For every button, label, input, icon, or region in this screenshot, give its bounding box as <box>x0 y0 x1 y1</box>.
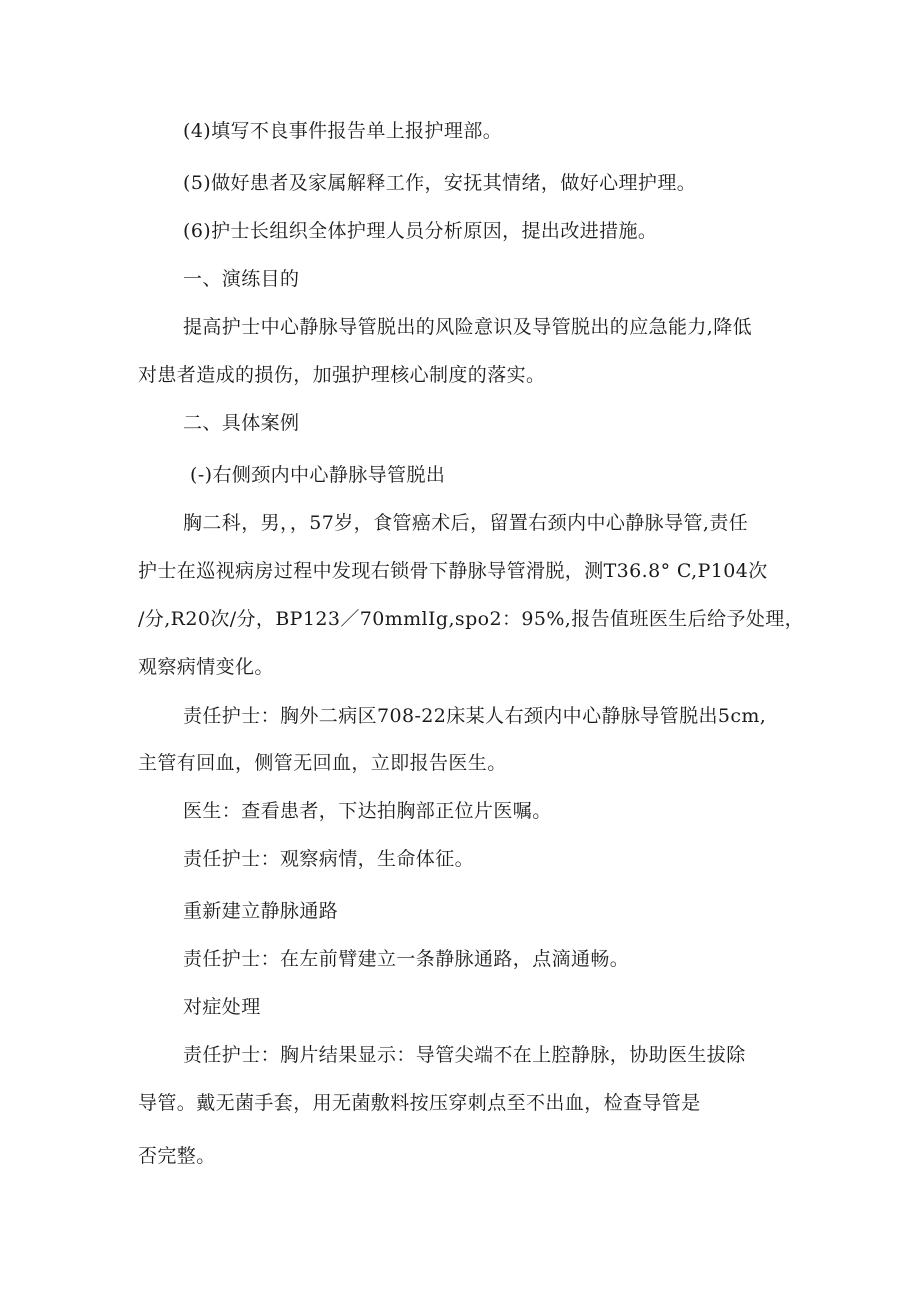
nurse-report-line-1: 责任护士：胸外二病区708-22床某人右颈内中心静脉导管脱出5cm, <box>183 705 767 727</box>
section-heading-case: 二、具体案例 <box>183 412 300 434</box>
step-6-text: (6)护士长组织全体护理人员分析原因，提出改进措施。 <box>183 220 658 242</box>
case-subheading: (-)右侧颈内中心静脉导管脱出 <box>190 464 446 486</box>
purpose-paragraph-line-1: 提高护士中心静脉导管脱出的风险意识及导管脱出的应急能力,降低 <box>183 316 753 338</box>
nurse-xray-line-1: 责任护士：胸片结果显示：导管尖端不在上腔静脉，协助医生拔除 <box>183 1044 746 1066</box>
step-heading-iv-access: 重新建立静脉通路 <box>183 900 339 922</box>
nurse-xray-line-2: 导管。戴无菌手套，用无菌敷料按压穿刺点至不出血，检查导管是 <box>138 1092 701 1114</box>
nurse-observe-text: 责任护士：观察病情，生命体征。 <box>183 848 475 870</box>
case-paragraph-line-3: /分,R20次/分，BP123／70mmlIg,spo2：95%,报告值班医生后给予处理， <box>138 608 805 630</box>
step-heading-treatment: 对症处理 <box>183 996 261 1018</box>
step-4-text: (4)填写不良事件报告单上报护理部。 <box>183 120 503 142</box>
nurse-xray-line-3: 否完整。 <box>138 1145 216 1167</box>
nurse-iv-text: 责任护士：在左前臂建立一条静脉通路，点滴通畅。 <box>183 948 630 970</box>
case-paragraph-line-2: 护士在巡视病房过程中发现右锁骨下静脉导管滑脱，测T36.8° C,P104次 <box>138 560 768 582</box>
step-5-text: (5)做好患者及家属解释工作，安抚其情绪，做好心理护理。 <box>183 172 697 194</box>
doctor-action-text: 医生：查看患者，下达拍胸部正位片医嘱。 <box>183 800 552 822</box>
section-heading-purpose: 一、演练目的 <box>183 268 300 290</box>
nurse-report-line-2: 主管有回血，侧管无回血，立即报告医生。 <box>138 752 507 774</box>
purpose-paragraph-line-2: 对患者造成的损伤，加强护理核心制度的落实。 <box>138 364 546 386</box>
case-paragraph-line-4: 观察病情变化。 <box>138 656 274 678</box>
case-paragraph-line-1: 胸二科，男，，57岁，食管癌术后，留置右颈内中心静脉导管,责任 <box>183 512 749 534</box>
